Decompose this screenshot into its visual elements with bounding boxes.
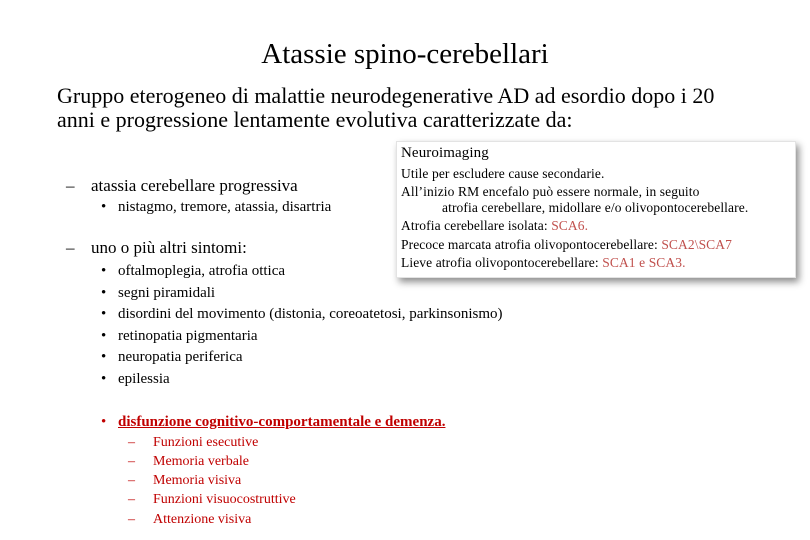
bullet-marker: •: [101, 414, 107, 430]
list-item: – Memoria verbale: [128, 454, 250, 469]
cognitive-dysfunction: [101, 414, 445, 431]
symptom-ataxia-detail: • nistagmo, tremore, atassia, disartria: [101, 199, 332, 215]
neuroimaging-line: All’inizio RM encefalo può essere normale, in seguito: [401, 184, 700, 199]
symptom-ataxia: [66, 176, 298, 196]
page-title: Atassie spino-cerebellari: [261, 38, 549, 70]
neuroimaging-line: Atrofia cerebellare isolata: SCA6.: [401, 218, 589, 233]
cognitive-dysfunction-label: disfunzione cognitivo-comportamentale e demenza.: [118, 414, 446, 430]
sca-highlight: SCA1 e SCA3.: [602, 255, 686, 270]
intro-line-2: anni e progressione lentamente evolutiva caratterizzate da:: [57, 107, 573, 132]
other-symptoms: [66, 238, 247, 258]
intro-line-1: Gruppo eterogeneo di malattie neurodegenerative AD ad esordio dopo i 20: [57, 83, 715, 108]
dash-marker: –: [66, 176, 75, 195]
list-item: • retinopatia pigmentaria: [101, 328, 258, 344]
list-item: • neuropatia periferica: [101, 349, 243, 365]
neuroimaging-line: Precoce marcata atrofia olivopontocerebellare: SCA2\SCA7: [401, 237, 732, 252]
sca-highlight: SCA6.: [551, 218, 589, 233]
other-symptoms-label: uno o più altri sintomi:: [91, 238, 247, 257]
list-item: – Attenzione visiva: [128, 512, 252, 527]
list-item: • epilessia: [101, 371, 170, 387]
symptom-ataxia-label: atassia cerebellare progressiva: [91, 176, 298, 195]
neuroimaging-heading: Neuroimaging: [401, 145, 489, 161]
list-item: – Funzioni esecutive: [128, 435, 259, 450]
neuroimaging-line: Utile per escludere cause secondarie.: [401, 166, 605, 181]
intro-text: [57, 84, 714, 132]
list-item: • oftalmoplegia, atrofia ottica: [101, 263, 286, 279]
neuroimaging-line: atrofia cerebellare, midollare e/o olivopontocerebellare.: [442, 200, 749, 215]
list-item: • segni piramidali: [101, 285, 216, 301]
bullet-marker: •: [101, 199, 107, 215]
dash-marker: –: [66, 238, 75, 257]
list-item: • disordini del movimento (distonia, coreoatetosi, parkinsonismo): [101, 306, 503, 322]
neuroimaging-box: [396, 141, 796, 278]
neuroimaging-line: Lieve atrofia olivopontocerebellare: SCA1 e SCA3.: [401, 255, 686, 270]
list-item: – Memoria visiva: [128, 473, 242, 488]
sca-highlight: SCA2\SCA7: [661, 237, 732, 252]
list-item: – Funzioni visuocostruttive: [128, 492, 296, 507]
